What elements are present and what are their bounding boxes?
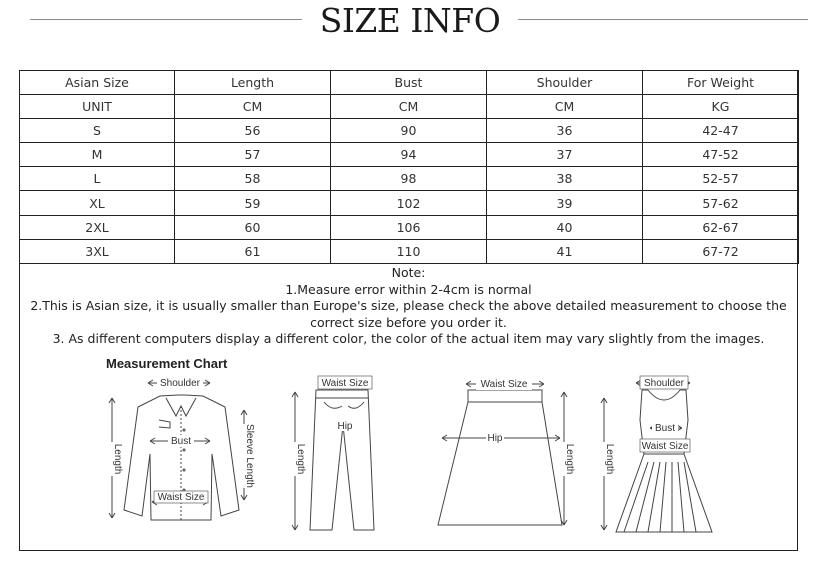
table-cell: 57-62 — [643, 191, 799, 215]
shirt-sleeve-label: Sleeve Length — [244, 424, 255, 488]
skirt-hip-label: Hip — [487, 433, 503, 444]
note-line: 2.This is Asian size, it is usually smaller than Europe's size, please check the above detailed measurement to choose the correct size before you order it. — [30, 298, 787, 330]
notes-heading: Note: — [391, 265, 426, 280]
table-row — [20, 119, 799, 143]
table-cell: CM — [175, 95, 331, 119]
measurement-chart — [20, 350, 797, 550]
table-cell: L — [20, 167, 175, 191]
measurement-chart-title: Measurement Chart — [106, 356, 228, 371]
table-cell: CM — [487, 95, 643, 119]
table-header-row — [20, 71, 799, 95]
page-title: SIZE INFO — [319, 1, 501, 40]
table-row — [20, 239, 799, 263]
table-cell: 60 — [175, 215, 331, 239]
table-cell: 36 — [487, 119, 643, 143]
table-cell: 39 — [487, 191, 643, 215]
table-cell: KG — [643, 95, 799, 119]
pants-length-label: Length — [295, 443, 306, 475]
table-cell: 59 — [175, 191, 331, 215]
table-row — [20, 143, 799, 167]
table-cell: 2XL — [20, 215, 175, 239]
table-cell: 3XL — [20, 239, 175, 263]
table-cell: 47-52 — [643, 143, 799, 167]
table-row — [20, 191, 799, 215]
note-line: 3. As different computers display a different color, the color of the actual item may vary slightly from the images. — [52, 331, 765, 347]
table-row — [20, 215, 799, 239]
skirt-length-label: Length — [564, 443, 575, 475]
pants-hip-label: Hip — [337, 421, 353, 432]
table-cell: 42-47 — [643, 119, 799, 143]
column-header: Bust — [331, 71, 487, 95]
table-cell: XL — [20, 191, 175, 215]
note-line: 1.Measure error within 2-4cm is normal — [285, 281, 532, 297]
column-header: Asian Size — [20, 71, 175, 95]
dress-waist-label: Waist Size — [641, 441, 689, 452]
table-cell: 62-67 — [643, 215, 799, 239]
table-cell: 110 — [331, 239, 487, 263]
table-row — [20, 95, 799, 119]
table-cell: 58 — [175, 167, 331, 191]
dress-length-label: Length — [604, 443, 615, 475]
table-cell: 67-72 — [643, 239, 799, 263]
table-row — [20, 167, 799, 191]
size-table — [19, 70, 799, 264]
shirt-shoulder-label: Shoulder — [159, 378, 201, 389]
table-cell: 61 — [175, 239, 331, 263]
table-cell: S — [20, 119, 175, 143]
garment-drawings — [20, 350, 797, 550]
table-cell: UNIT — [20, 95, 175, 119]
header-rule-right — [518, 19, 808, 20]
dress-shoulder-label: Shoulder — [643, 378, 685, 389]
table-cell: 94 — [331, 143, 487, 167]
table-cell: 90 — [331, 119, 487, 143]
skirt-waist-label: Waist Size — [480, 379, 528, 390]
dress-bust-label: Bust — [654, 423, 676, 434]
table-cell: 41 — [487, 239, 643, 263]
shirt-length-label: Length — [112, 443, 123, 475]
table-cell: 38 — [487, 167, 643, 191]
notes-section — [20, 265, 797, 348]
table-cell: 102 — [331, 191, 487, 215]
shirt-bust-label: Bust — [170, 436, 192, 447]
column-header: Shoulder — [487, 71, 643, 95]
table-cell: 52-57 — [643, 167, 799, 191]
header-rule-left — [30, 19, 302, 20]
table-cell: M — [20, 143, 175, 167]
skirt-drawing — [438, 381, 567, 525]
column-header: Length — [175, 71, 331, 95]
table-cell: 40 — [487, 215, 643, 239]
table-cell: 37 — [487, 143, 643, 167]
table-cell: 106 — [331, 215, 487, 239]
page-header — [0, 0, 821, 44]
dress-drawing — [601, 380, 712, 532]
table-cell: CM — [331, 95, 487, 119]
table-cell: 98 — [331, 167, 487, 191]
shirt-waist-label: Waist Size — [157, 492, 205, 503]
column-header: For Weight — [643, 71, 799, 95]
table-cell: 57 — [175, 143, 331, 167]
pants-waist-label: Waist Size — [321, 378, 369, 389]
table-cell: 56 — [175, 119, 331, 143]
